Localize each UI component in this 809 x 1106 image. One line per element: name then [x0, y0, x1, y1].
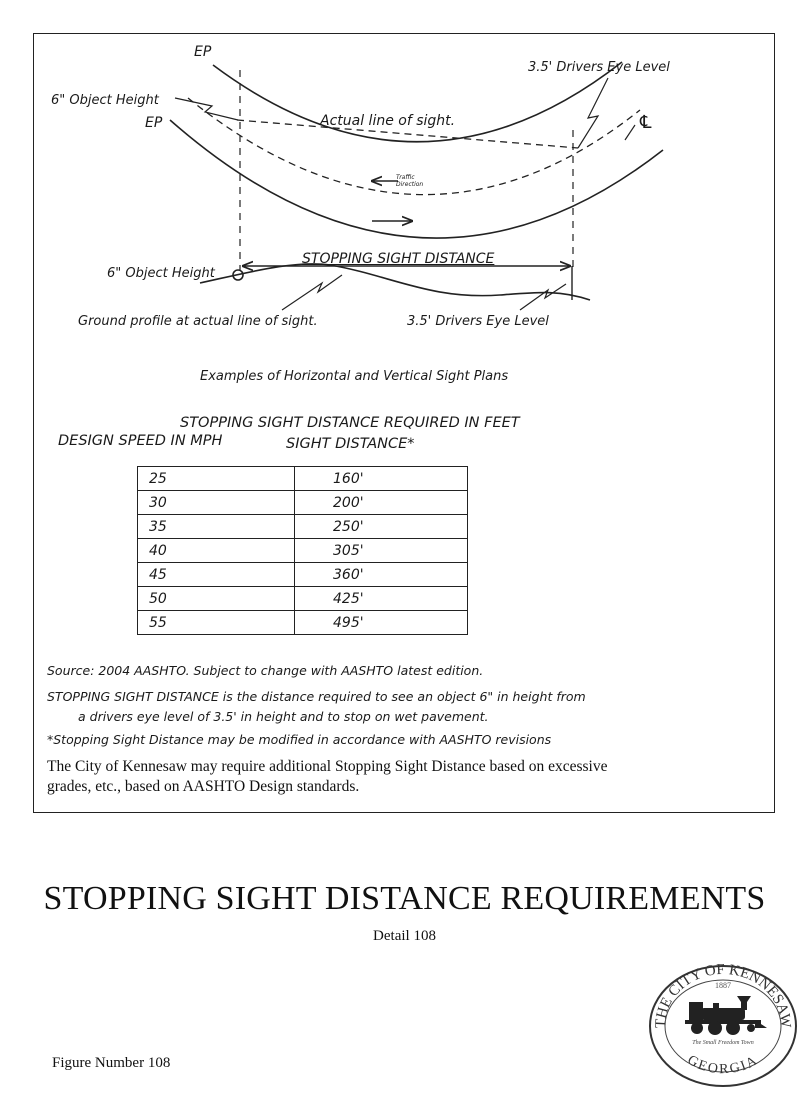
seal-bottom-text: GEORGIA [684, 1052, 762, 1078]
label-traffic-direction: Traffic Direction [396, 174, 424, 188]
label-actual-line-of-sight: Actual line of sight. [320, 113, 456, 129]
label-object-height-bottom: 6" Object Height [107, 266, 215, 281]
speed-cell: 25 [138, 467, 295, 491]
label-ep-second: EP [145, 115, 163, 131]
seal-year: 1887 [715, 981, 731, 990]
distance-cell: 425' [295, 587, 468, 611]
speed-cell: 45 [138, 563, 295, 587]
distance-cell: 160' [295, 467, 468, 491]
speed-cell: 30 [138, 491, 295, 515]
label-drivers-eye-bottom: 3.5' Drivers Eye Level [407, 314, 549, 329]
label-ground-profile: Ground profile at actual line of sight. [78, 314, 318, 329]
leader-eye-bottom [520, 284, 566, 310]
table-row [138, 539, 468, 563]
ground-profile [200, 264, 590, 300]
leader-ground-profile [282, 275, 342, 310]
leader-object-height [175, 98, 238, 120]
speed-cell: 55 [138, 611, 295, 635]
table-row [138, 515, 468, 539]
leader-eye-level [578, 78, 608, 148]
definition-line-2: a drivers eye level of 3.5' in height and to stop on wet pavement. [78, 709, 489, 724]
speed-cell: 50 [138, 587, 295, 611]
label-object-height-top: 6" Object Height [51, 93, 159, 108]
distance-cell: 200' [295, 491, 468, 515]
table-row [138, 467, 468, 491]
page-title: STOPPING SIGHT DISTANCE REQUIREMENTS [43, 880, 766, 917]
table-row [138, 563, 468, 587]
city-note-line-1: The City of Kennesaw may require additional Stopping Sight Distance based on excessive [47, 758, 608, 775]
speed-cell: 40 [138, 539, 295, 563]
distance-cell: 360' [295, 563, 468, 587]
table-row [138, 587, 468, 611]
detail-label: Detail 108 [373, 928, 436, 944]
speed-cell: 35 [138, 515, 295, 539]
distance-cell: 305' [295, 539, 468, 563]
diagram-caption: Examples of Horizontal and Vertical Sight Plans [200, 369, 509, 384]
figure-number: Figure Number 108 [52, 1055, 171, 1071]
city-note-line-2: grades, etc., based on AASHTO Design standards. [47, 778, 360, 795]
city-seal-icon [643, 958, 803, 1088]
label-drivers-eye-top: 3.5' Drivers Eye Level [528, 60, 670, 75]
table-header-distance: SIGHT DISTANCE* [286, 436, 415, 452]
leader-centerline [625, 125, 635, 140]
table-header-speed: DESIGN SPEED IN MPH [58, 433, 223, 449]
seal-top-text: THE CITY OF KENNESAW [652, 961, 794, 1029]
source-note: Source: 2004 AASHTO. Subject to change with AASHTO latest edition. [47, 663, 484, 678]
label-stopping-sight-distance: STOPPING SIGHT DISTANCE [302, 251, 495, 267]
distance-cell: 250' [295, 515, 468, 539]
distance-cell: 495' [295, 611, 468, 635]
label-centerline: ℄ [640, 112, 652, 133]
seal-motto: The Small Freedom Town [692, 1040, 754, 1046]
sight-distance-table [137, 466, 468, 635]
definition-line-1: STOPPING SIGHT DISTANCE is the distance required to see an object 6" in height from [47, 689, 586, 704]
table-title: STOPPING SIGHT DISTANCE REQUIRED IN FEET [180, 415, 520, 431]
table-row [138, 611, 468, 635]
table-row [138, 491, 468, 515]
asterisk-note: *Stopping Sight Distance may be modified in accordance with AASHTO revisions [47, 732, 552, 747]
label-ep-top: EP [194, 44, 212, 60]
